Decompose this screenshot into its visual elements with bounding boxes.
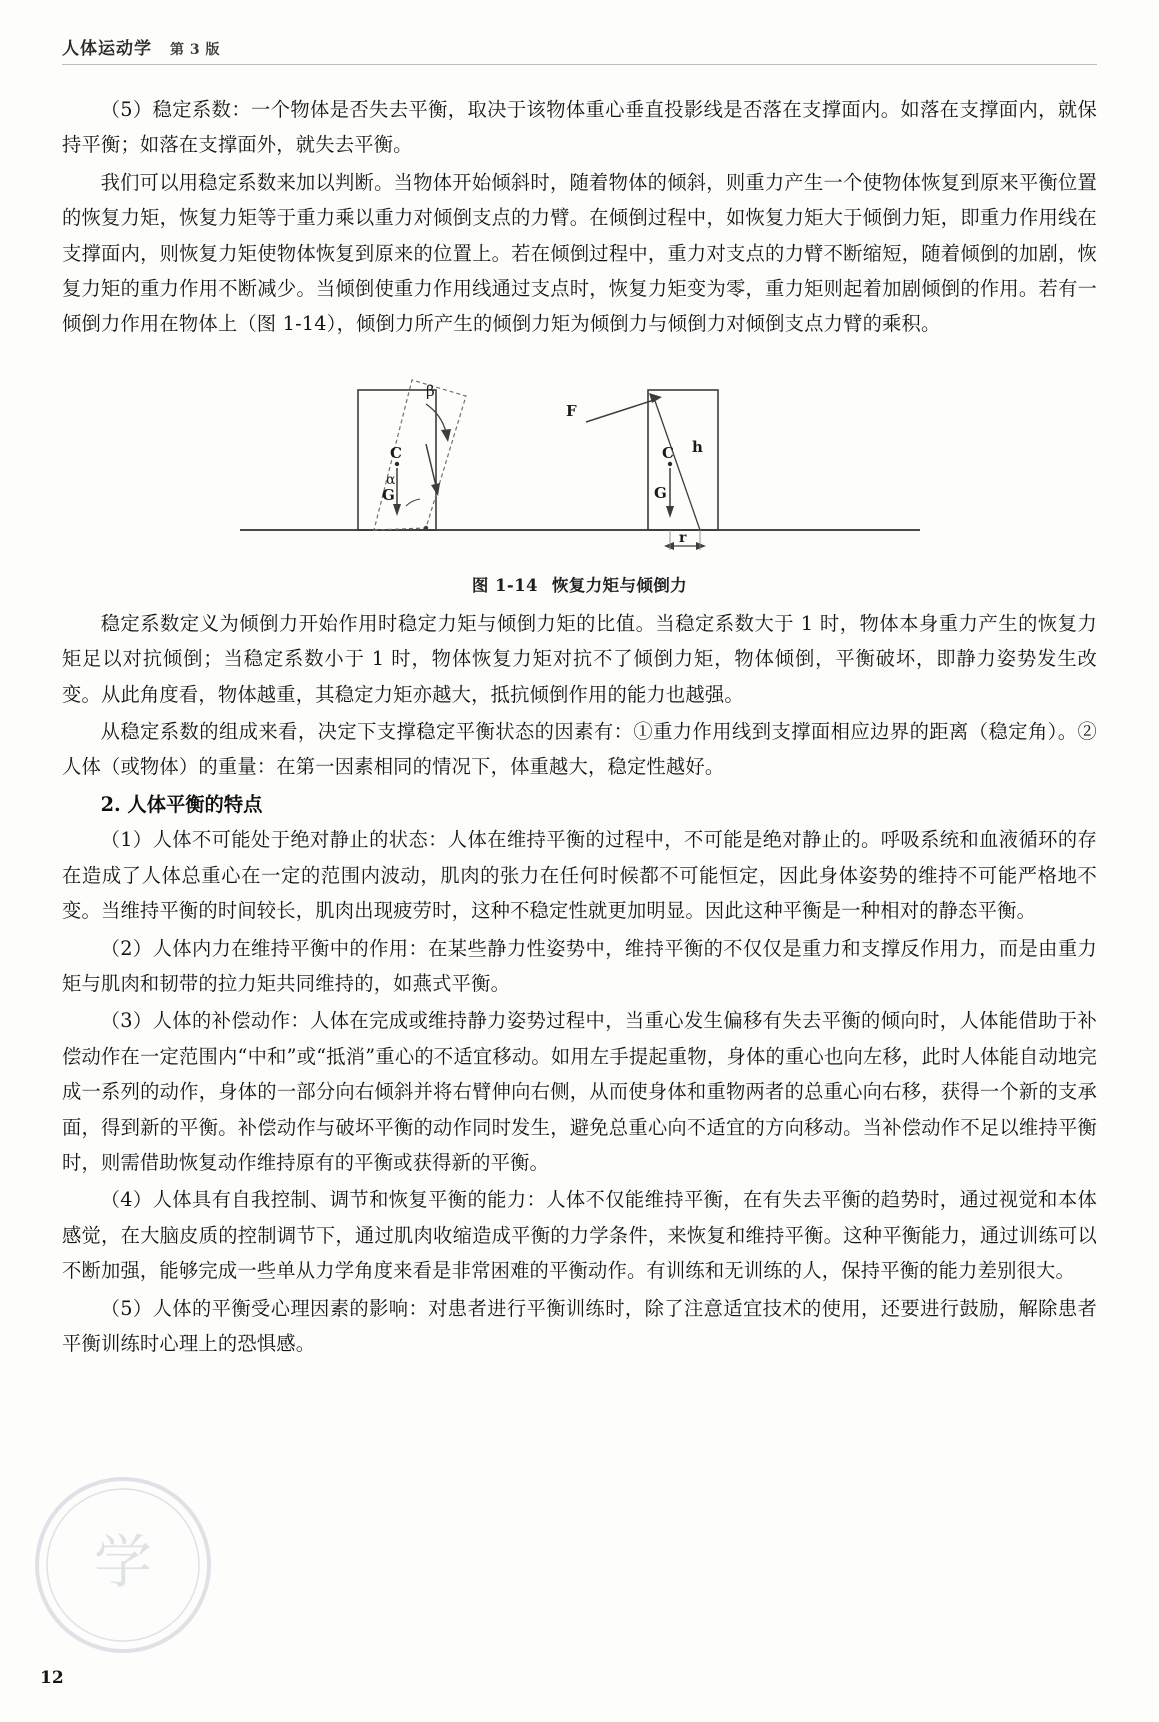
header-divider [62, 64, 1097, 65]
beta-arrowhead [441, 429, 451, 442]
figure-illustration [230, 358, 930, 568]
pivot-point [423, 526, 427, 530]
running-head [62, 34, 220, 59]
paragraph-composition: 从稳定系数的组成来看，决定下支撑稳定平衡状态的因素有：①重力作用线到支撑面相应边界的距离（稳定角）。②人体（或物体）的重量：在第一因素相同的情况下，体重越大，稳定性越好。 [62, 720, 1097, 779]
paragraph-feature-3: （3）人体的补偿动作：人体在完成或维持静力姿势过程中，当重心发生偏移有失去平衡的倾向时，人体能借助于补偿动作在一定范围内“中和”或“抵消”重心的不适宜移动。如用左手提起重物，身体的重心也向左移，此时人体能自动地完成一系列的动作，身体的一部分向右倾斜并将右臂伸向右侧，从而使身体和重物两者的总重心向右移，获得一个新的支承面，得到新的平衡。补偿动作与破坏平衡的动作同时发生，避免总重心向不适宜的方向移动。当补偿动作不足以维持平衡时，则需借助恢复动作维持原有的平衡或获得新的平衡。 [62, 1009, 1097, 1174]
left-center-of-gravity-dot [394, 462, 398, 466]
paragraph-feature-5: （5）人体的平衡受心理因素的影响：对患者进行平衡训练时，除了注意适宜技术的使用，还要进行鼓励，解除患者平衡训练时心理上的恐惧感。 [62, 1296, 1097, 1355]
r-arrow-left [664, 542, 674, 550]
label-beta: β [425, 381, 435, 400]
figure-1-14 [62, 358, 1097, 596]
subheading-human-balance-features: 2. 人体平衡的特点 [100, 792, 263, 816]
book-title: 人体运动学 [62, 39, 152, 59]
library-stamp-artifact [18, 1460, 228, 1670]
label-radius: r [678, 529, 686, 546]
page-content [62, 92, 1097, 1363]
label-gravity-right: G [653, 483, 667, 502]
figure-caption-text: 恢复力矩与倾倒力 [551, 575, 688, 595]
alpha-angle-arc [406, 499, 420, 506]
label-gravity-left-prime: G [381, 485, 395, 504]
label-height: h [691, 437, 703, 456]
label-alpha: α [385, 471, 395, 488]
tilted-gravity-vector [426, 444, 436, 486]
svg-text:学: 学 [93, 1528, 153, 1596]
label-force: F [565, 401, 577, 420]
figure-caption-number: 图 1-14 [471, 575, 538, 595]
right-center-of-gravity-dot [667, 462, 671, 466]
paragraph-stability-coefficient: （5）稳定系数：一个物体是否失去平衡，取决于该物体重心垂直投影线是否落在支撑面内。如落在支撑面内，就保持平衡；如落在支撑面外，就失去平衡。 [62, 98, 1097, 157]
edition-label: 第 3 版 [170, 42, 220, 58]
figure-caption [62, 572, 1097, 596]
force-vector [586, 400, 654, 422]
left-gravity-arrowhead [393, 504, 401, 516]
r-arrow-right [696, 542, 706, 550]
paragraph-feature-1: （1）人体不可能处于绝对静止的状态：人体在维持平衡的过程中，不可能是绝对静止的。呼吸系统和血液循环的存在造成了人体总重心在一定的范围内波动，肌肉的张力在任何时候都不可能恒定，因此身体姿势的维持不可能严格地不变。当维持平衡的时间较长，肌肉出现疲劳时，这种不稳定性就更加明显。因此这种平衡是一种相对的静态平衡。 [62, 828, 1097, 923]
paragraph-feature-2: （2）人体内力在维持平衡中的作用：在某些静力性姿势中，维持平衡的不仅仅是重力和支撑反作用力，而是由重力矩与肌肉和韧带的拉力矩共同维持的，如燕式平衡。 [62, 936, 1097, 995]
label-center-left: C [389, 443, 402, 462]
paragraph-judgement: 我们可以用稳定系数来加以判断。当物体开始倾斜时，随着物体的倾斜，则重力产生一个使物体恢复到原来平衡位置的恢复力矩，恢复力矩等于重力乘以重力对倾倒支点的力臂。在倾倒过程中，如恢复力矩大于倾倒力矩，即重力作用线在支撑面内，则恢复力矩使物体恢复到原来的位置上。若在倾倒过程中，重力对支点的力臂不断缩短，随着倾倒的加剧，恢复力矩的重力作用不断减少。当倾倒使重力作用线通过支点时，恢复力矩变为零，重力矩则起着加剧倾倒的作用。若有一倾倒力作用在物体上（图 1-14），倾倒力所产生的倾倒力矩为倾倒力与倾倒力对倾倒支点力臂的乘积。 [62, 170, 1097, 336]
paragraph-feature-4: （4）人体具有自我控制、调节和恢复平衡的能力：人体不仅能维持平衡，在有失去平衡的趋势时，通过视觉和本体感觉，在大脑皮质的控制调节下，通过肌肉收缩造成平衡的力学条件，来恢复和维持平衡。这种平衡能力，通过训练可以不断加强，能够完成一些单从力学角度来看是非常困难的平衡动作。有训练和无训练的人，保持平衡的能力差别很大。 [62, 1188, 1097, 1283]
page-number: 12 [40, 1668, 64, 1688]
tipping-line [654, 398, 700, 530]
right-gravity-arrowhead [666, 506, 674, 518]
paragraph-definition: 稳定系数定义为倾倒力开始作用时稳定力矩与倾倒力矩的比值。当稳定系数大于 1 时，物体本身重力产生的恢复力矩足以对抗倾倒；当稳定系数小于 1 时，物体恢复力矩对抗不了倾倒力矩，物体倾倒，平衡破坏，即静力姿势发生改变。从此角度看，物体越重，其稳定力矩亦越大，抵抗倾倒作用的能力也越强。 [62, 611, 1097, 706]
label-center-right: C [661, 443, 674, 462]
tilted-block-dashed [374, 380, 466, 530]
